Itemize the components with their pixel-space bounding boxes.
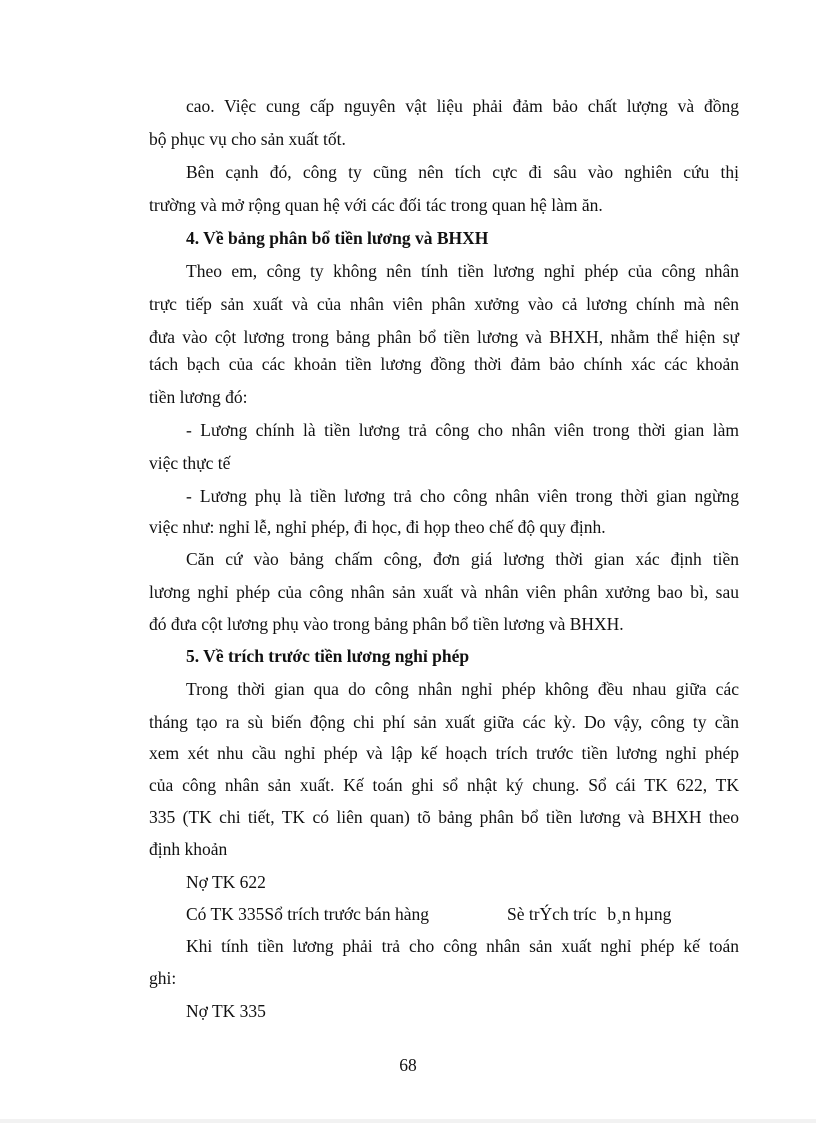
body-text-line: việc thực tế <box>149 453 231 473</box>
body-text-line: bộ phục vụ cho sản xuất tốt. <box>149 129 346 149</box>
body-text-line: việc như: nghỉ lễ, nghỉ phép, đi học, đi họp theo chế độ quy định. <box>149 517 606 537</box>
body-text-line: xem xét nhu cầu nghỉ phép và lập kế hoạch trích trước tiền lương nghỉ phép <box>149 743 739 763</box>
font-glitch-text: Sè trÝch tríc <box>506 904 597 924</box>
body-text-line: Căn cứ vào bảng chấm công, đơn giá lương thời gian xác định tiền <box>186 549 739 569</box>
body-text-line: Theo em, công ty không nên tính tiền lương nghỉ phép của công nhân <box>186 261 739 281</box>
accounting-entry-line <box>186 903 776 925</box>
body-text-line: định khoản <box>149 839 228 859</box>
section-heading: 5. Về trích trước tiền lương nghỉ phép <box>186 646 470 666</box>
body-text-line: cao. Việc cung cấp nguyên vật liệu phải đảm bảo chất lượng và đồng <box>186 96 739 116</box>
body-text-line: tiền lương đó: <box>149 387 248 407</box>
body-text-line: Trong thời gian qua do công nhân nghỉ phép không đều nhau giữa các <box>186 679 739 699</box>
body-text-line: ghi: <box>149 968 177 988</box>
body-text-line: tháng tạo ra sù biến động chi phí sản xuất giữa các kỳ. Do vậy, công ty cần <box>149 712 739 732</box>
body-text-line: lương nghỉ phép của công nhân sản xuất và nhân viên phân xưởng bao bì, sau <box>149 582 739 602</box>
page-bottom-edge <box>0 1119 816 1123</box>
accounting-entry-line: Nợ TK 335 <box>186 1001 266 1021</box>
body-text-line: trường và mở rộng quan hệ với các đối tác trong quan hệ làm ăn. <box>149 195 603 215</box>
body-text-line: của công nhân sản xuất. Kế toán ghi sổ nhật ký chung. Sổ cái TK 622, TK <box>149 775 739 795</box>
accounting-entry-line: Nợ TK 622 <box>186 872 266 892</box>
body-text-line: Bên cạnh đó, công ty cũng nên tích cực đi sâu vào nghiên cứu thị <box>186 162 739 182</box>
body-text-line: tách bạch của các khoản tiền lương đồng thời đảm bảo chính xác các khoản <box>149 354 739 374</box>
bullet-line: - Lương phụ là tiền lương trả cho công nhân viên trong thời gian ngừng <box>186 486 739 506</box>
section-heading: 4. Về bảng phân bổ tiền lương và BHXH <box>186 228 489 248</box>
font-glitch-text: b¸n hµng <box>607 904 672 924</box>
page-number: 68 <box>399 1055 417 1075</box>
body-text-line: trực tiếp sản xuất và của nhân viên phân xưởng vào cả lương chính mà nên <box>149 294 739 314</box>
credit-entry-text: Có TK 335Sổ trích trước bán hàng <box>186 904 429 924</box>
body-text-line: Khi tính tiền lương phải trả cho công nhân sản xuất nghỉ phép kế toán <box>186 936 739 956</box>
body-text-line: đó đưa cột lương phụ vào trong bảng phân bổ tiền lương và BHXH. <box>149 614 624 634</box>
body-text-line: đưa vào cột lương trong bảng phân bổ tiền lương và BHXH, nhằm thể hiện sự <box>149 327 739 347</box>
body-text-line: 335 (TK chi tiết, TK có liên quan) tõ bảng phân bổ tiền lương và BHXH theo <box>149 807 739 827</box>
bullet-line: - Lương chính là tiền lương trả công cho nhân viên trong thời gian làm <box>186 420 739 440</box>
